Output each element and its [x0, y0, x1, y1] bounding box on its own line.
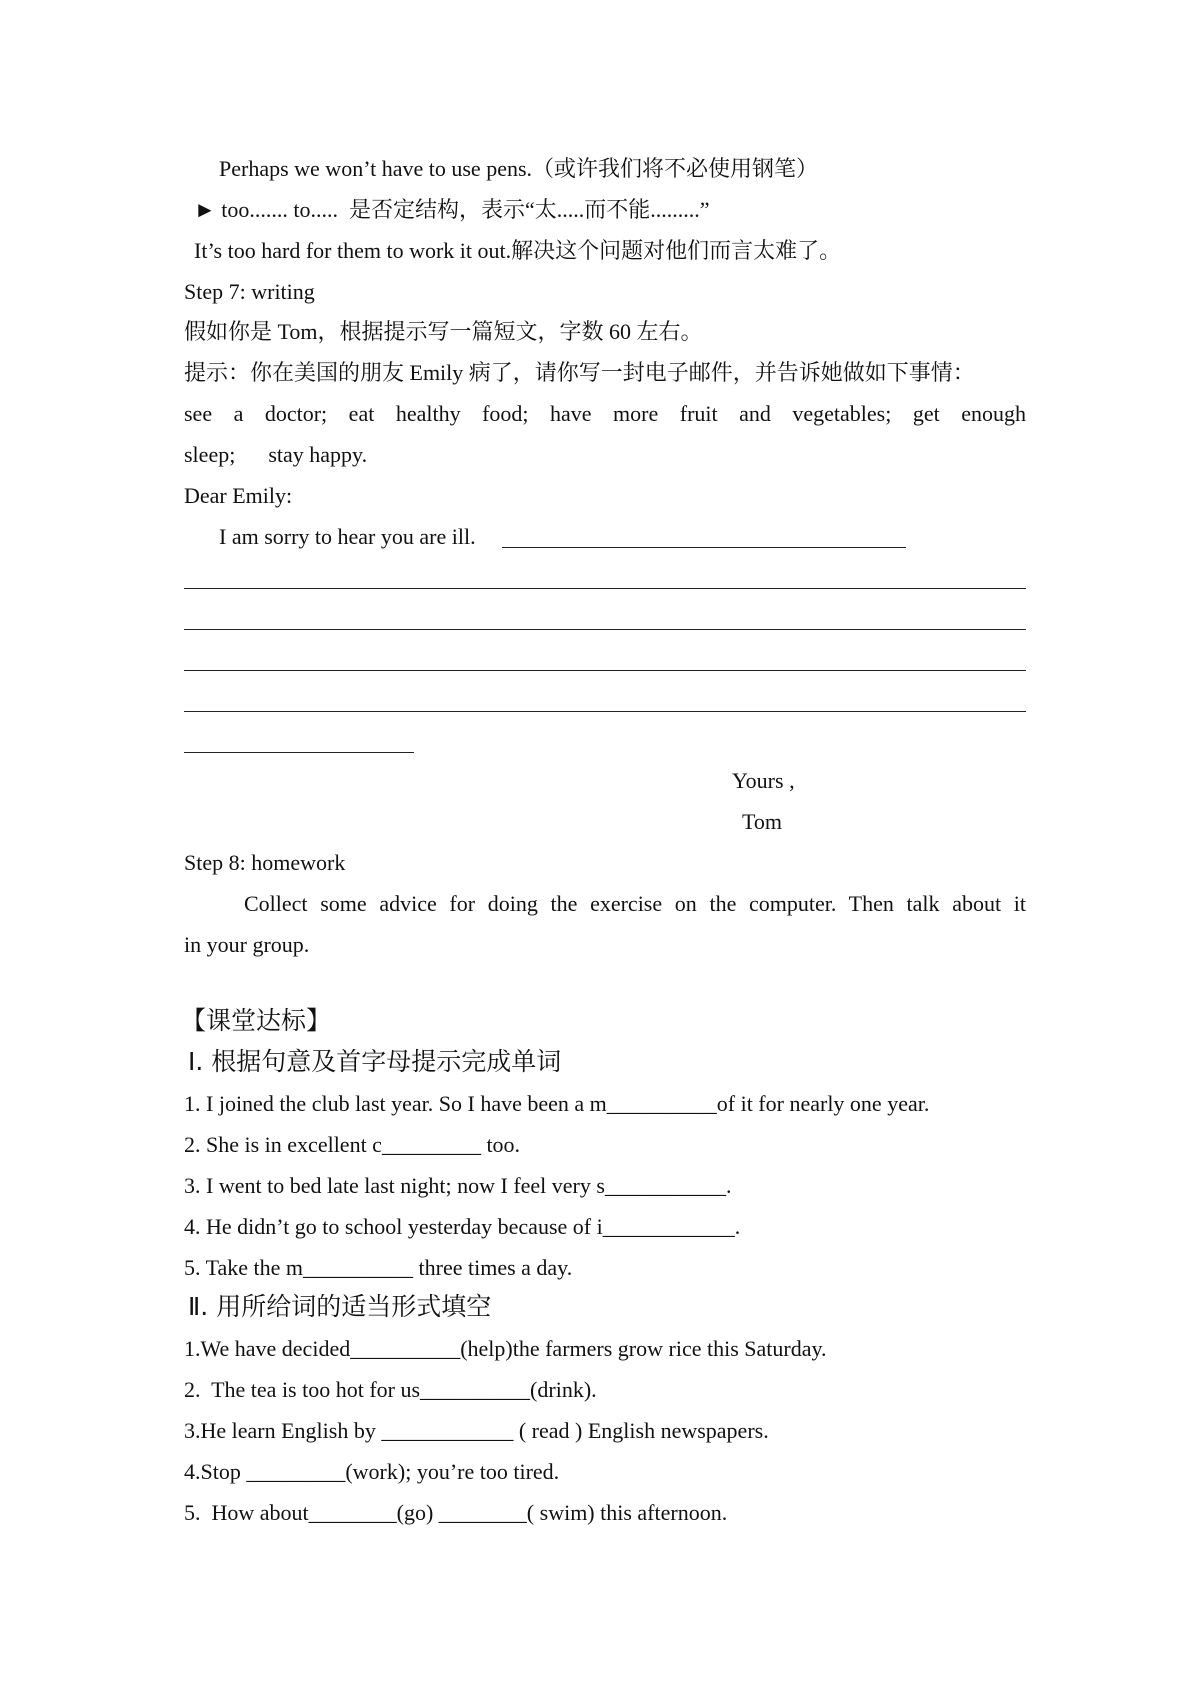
classroom-title: 【课堂达标】 — [181, 1006, 332, 1035]
intro-line-2: ► too....... to..... 是否定结构，表示“太.....而不能.........” — [194, 197, 710, 222]
intro-line-3: It’s too hard for them to work it out.解决这个问题对他们而言太难了。 — [194, 238, 842, 263]
writing-blank-line-2 — [184, 588, 1026, 589]
writing-blank-line-4 — [184, 670, 1026, 671]
step8-text-line-2: in your group. — [184, 932, 310, 957]
section1-item: 2. She is in excellent c_________ too. — [184, 1132, 521, 1157]
section2-item: 5. How about________(go) ________( swim) this afternoon. — [184, 1500, 728, 1525]
step8-heading: Step 8: homework — [184, 850, 346, 875]
step7-hint: 提示：你在美国的朋友 Emily 病了，请你写一封电子邮件，并告诉她做如下事情： — [184, 360, 975, 385]
section2-heading: Ⅱ. 用所给词的适当形式填空 — [188, 1292, 492, 1321]
letter-greeting: Dear Emily: — [184, 483, 293, 508]
section2-item: 1.We have decided__________(help)the farmers grow rice this Saturday. — [184, 1336, 827, 1361]
step8-text-line-1: Collect some advice for doing the exercise on the computer. Then talk about it — [244, 891, 1026, 916]
step7-instruction: 假如你是 Tom，根据提示写一篇短文，字数 60 左右。 — [184, 319, 703, 344]
letter-opening: I am sorry to hear you are ill. — [219, 524, 476, 549]
letter-closing: Yours , — [732, 768, 795, 793]
section1-item: 5. Take the m__________ three times a day. — [184, 1255, 573, 1280]
writing-blank-line-6 — [184, 752, 414, 753]
writing-blank-line-5 — [184, 711, 1026, 712]
writing-blank-line-1 — [502, 547, 906, 548]
section1-item: 4. He didn’t go to school yesterday because of i____________. — [184, 1214, 741, 1239]
section1-item: 1. I joined the club last year. So I have been a m__________of it for nearly one year. — [184, 1091, 930, 1116]
section2-item: 2. The tea is too hot for us__________(drink). — [184, 1377, 597, 1402]
step7-hint-items-line-2: sleep; stay happy. — [184, 442, 368, 467]
section1-item: 3. I went to bed late last night; now I feel very s___________. — [184, 1173, 732, 1198]
section1-heading: Ⅰ. 根据句意及首字母提示完成单词 — [188, 1047, 562, 1076]
section2-item: 3.He learn English by ____________ ( read ) English newspapers. — [184, 1418, 769, 1443]
section2-item: 4.Stop _________(work); you’re too tired. — [184, 1459, 560, 1484]
step7-hint-items-line-1: see a doctor; eat healthy food; have more fruit and vegetables; get enough — [184, 401, 1026, 426]
intro-line-1: Perhaps we won’t have to use pens.（或许我们将不必使用钢笔） — [219, 156, 819, 181]
writing-blank-line-3 — [184, 629, 1026, 630]
step7-heading: Step 7: writing — [184, 279, 315, 304]
letter-signature: Tom — [742, 809, 783, 834]
